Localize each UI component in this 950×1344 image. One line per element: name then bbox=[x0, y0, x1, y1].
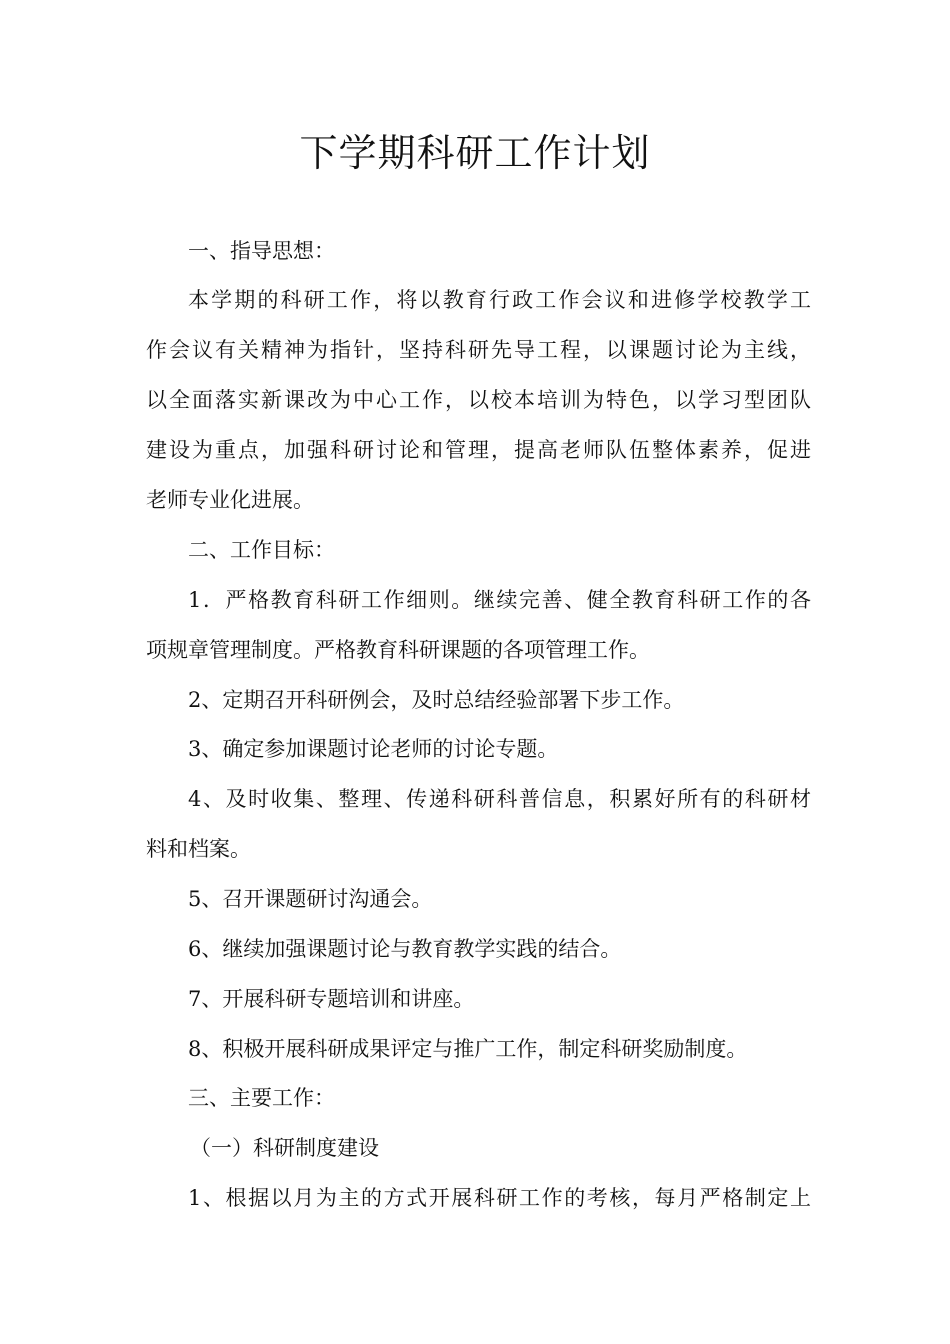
paragraph-line: 建设为重点，加强科研讨论和管理，提高老师队伍整体素养，促进 bbox=[146, 438, 811, 462]
list-item: 7、开展科研专题培训和讲座。 bbox=[188, 987, 475, 1011]
document-title: 下学期科研工作计划 bbox=[299, 131, 651, 175]
paragraph-line: 作会议有关精神为指针，坚持科研先导工程，以课题讨论为主线， bbox=[146, 338, 811, 362]
list-item-continuation: 项规章管理制度。严格教育科研课题的各项管理工作。 bbox=[146, 638, 650, 662]
list-item-continuation: 料和档案。 bbox=[146, 837, 251, 861]
list-item: 1．严格教育科研工作细则。继续完善、健全教育科研工作的各 bbox=[188, 588, 811, 612]
paragraph-line: 以全面落实新课改为中心工作，以校本培训为特色，以学习型团队 bbox=[146, 388, 811, 412]
list-item: 2、定期召开科研例会，及时总结经验部署下步工作。 bbox=[188, 688, 685, 712]
section-heading-main-work: 三、主要工作： bbox=[188, 1086, 335, 1110]
list-item: 5、召开课题研讨沟通会。 bbox=[188, 887, 433, 911]
list-item: 6、继续加强课题讨论与教育教学实践的结合。 bbox=[188, 937, 622, 961]
section-heading-work-goals: 二、工作目标： bbox=[188, 538, 335, 562]
list-item: 4、及时收集、整理、传递科研科普信息，积累好所有的科研材 bbox=[188, 787, 811, 811]
list-item: 3、确定参加课题讨论老师的讨论专题。 bbox=[188, 737, 559, 761]
section-heading-guiding-thought: 一、指导思想： bbox=[188, 239, 335, 263]
list-item: 1、根据以月为主的方式开展科研工作的考核，每月严格制定上 bbox=[188, 1186, 811, 1210]
paragraph-line: 本学期的科研工作，将以教育行政工作会议和进修学校教学工 bbox=[188, 288, 811, 312]
subsection-heading: （一）科研制度建设 bbox=[190, 1136, 379, 1160]
list-item: 8、积极开展科研成果评定与推广工作，制定科研奖励制度。 bbox=[188, 1037, 748, 1061]
paragraph-line: 老师专业化进展。 bbox=[146, 488, 314, 512]
